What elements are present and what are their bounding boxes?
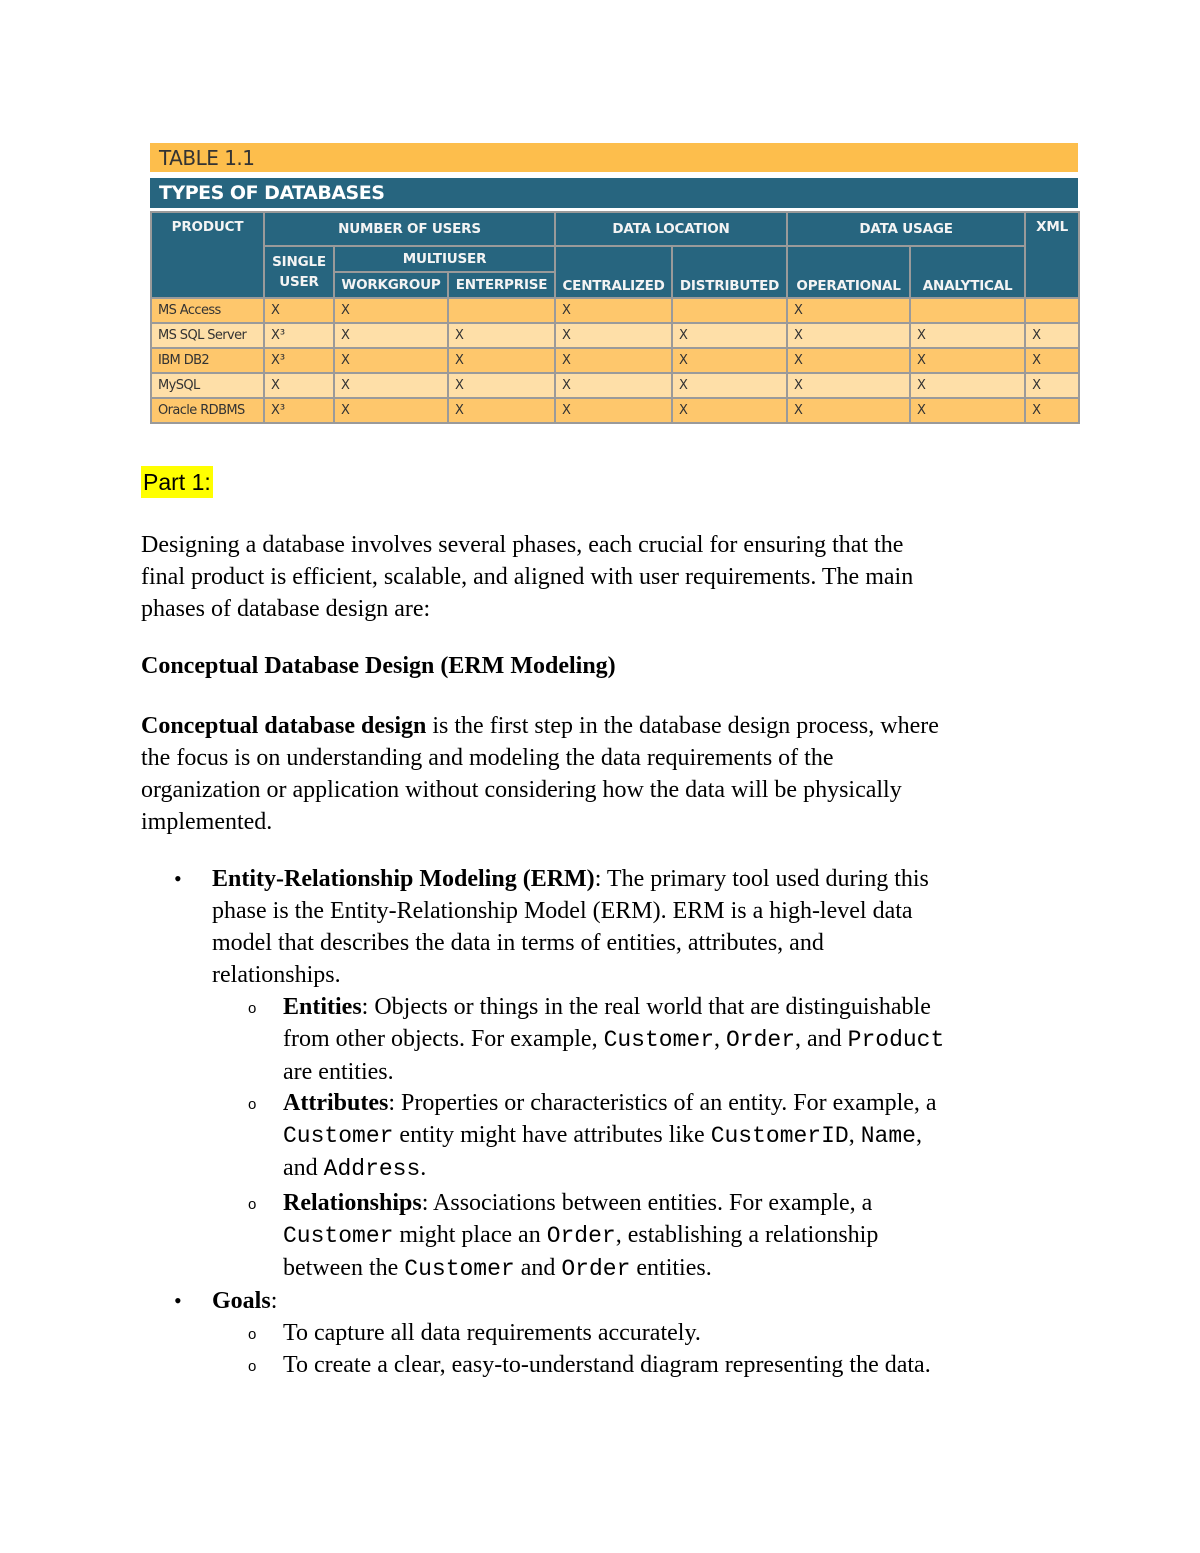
table-cell: X [555,323,672,348]
header-operational: OPERATIONAL [787,246,910,298]
part-label: Part 1: [141,466,213,498]
text-line [212,863,929,895]
code-text: Order [546,1223,616,1249]
text-line [283,1119,937,1152]
code-text: Product [847,1027,945,1053]
table-cell: X [334,298,448,323]
code-text: Order [561,1256,631,1282]
table-cell: X³ [264,398,334,423]
text-line [283,1056,944,1088]
product-name-cell: Oracle RDBMS [151,398,264,423]
sub-bullet-entities [283,991,944,1088]
text: : Objects or things in the real world that are distinguishable [361,994,931,1020]
code-text: Customer [404,1256,515,1282]
text: To capture all data requirements accurately. [283,1320,701,1346]
product-name-cell: IBM DB2 [151,348,264,373]
text: implemented. [141,809,273,835]
text: model that describes the data in terms of entities, attributes, and [212,930,824,956]
text-line [141,593,913,625]
header-multiuser: MULTIUSER [334,246,555,272]
text: might place an [393,1222,547,1248]
code-text: Address [323,1156,421,1182]
text: is the first step in the database design process, where [426,713,939,739]
text-line [141,710,939,742]
text: , [848,1122,861,1148]
text: phases of database design are: [141,596,431,622]
header-data-location: DATA LOCATION [555,212,787,246]
table-cell: X [910,323,1025,348]
text: : [270,1288,278,1314]
sub-bullet-icon: o [248,1326,257,1343]
text: entities. [630,1255,712,1281]
header-enterprise: ENTERPRISE [448,272,555,298]
text-line [141,806,939,838]
text: and [514,1255,562,1281]
header-distributed: DISTRIBUTED [672,246,787,298]
text-line [283,1349,931,1381]
bullet-goals [212,1285,277,1317]
bullet-icon: • [174,866,182,891]
conceptual-paragraph [141,710,939,838]
code-text: Customer [283,1223,394,1249]
table-cell: X [334,348,448,373]
text: , and [795,1026,848,1052]
text: : Associations between entities. For example, a [421,1190,873,1216]
table-cell: X [334,323,448,348]
code-text: Customer [283,1123,394,1149]
header-workgroup: WORKGROUP [334,272,448,298]
table-cell: X [264,373,334,398]
header-analytical: ANALYTICAL [910,246,1025,298]
product-name-cell: MySQL [151,373,264,398]
text: final product is efficient, scalable, and aligned with user requirements. The main [141,564,914,590]
table-cell: X [334,373,448,398]
text: , [714,1026,726,1052]
text: organization or application without considering how the data will be physically [141,777,902,803]
sub-bullet-attributes [283,1087,937,1185]
sub-bullet-goal-1 [283,1317,701,1349]
table-cell: X [672,348,787,373]
bold-text: Entities [283,994,362,1020]
table-cell: X³ [264,348,334,373]
product-name-cell: MS Access [151,298,264,323]
text: entity might have attributes like [393,1122,711,1148]
table-cell: X [1025,398,1079,423]
text-line [283,1023,944,1056]
bold-text: Entity-Relationship Modeling (ERM) [212,866,595,892]
table-cell [910,298,1025,323]
table-cell: X [555,348,672,373]
text-line [212,959,929,991]
table-row [151,373,1079,398]
header-centralized: CENTRALIZED [555,246,672,298]
table-cell: X [264,298,334,323]
table-cell: X [448,398,555,423]
sub-bullet-goal-2 [283,1349,931,1381]
table-cell [672,298,787,323]
table-cell: X³ [264,323,334,348]
header-data-usage: DATA USAGE [787,212,1025,246]
bold-text: Relationships [283,1190,422,1216]
table-cell: X [555,373,672,398]
bold-text: Conceptual Database Design (ERM Modeling) [141,653,616,679]
table-cell: X [448,373,555,398]
database-types-table [150,211,1080,424]
sub-bullet-icon: o [248,1096,257,1113]
table-cell: X [910,398,1025,423]
table-row [151,398,1079,423]
text-line [283,1187,878,1219]
text-line [141,650,616,682]
table-number: TABLE 1.1 [150,143,1078,172]
text-line [141,742,939,774]
text-line [212,895,929,927]
intro-paragraph [141,529,913,625]
bold-text: Conceptual database design [141,713,427,739]
product-name-cell: MS SQL Server [151,323,264,348]
table-cell: X [672,398,787,423]
sub-bullet-icon: o [248,1196,257,1213]
text: and [283,1155,324,1181]
table-cell [1025,298,1079,323]
table-cell: X [1025,348,1079,373]
text-line [212,927,929,959]
header-single-user: SINGLE USER [264,246,334,298]
text-line [141,529,913,561]
table-cell: X [1025,373,1079,398]
header-xml: XML [1025,212,1079,298]
table-cell: X [555,298,672,323]
section-heading [141,650,616,682]
table-cell: X [672,373,787,398]
text: . [420,1155,427,1181]
text-line [212,1285,277,1317]
header-number-of-users: NUMBER OF USERS [264,212,555,246]
table-row [151,298,1079,323]
text: between the [283,1255,405,1281]
text: from other objects. For example, [283,1026,604,1052]
table-cell: X [787,398,910,423]
table-cell: X [1025,323,1079,348]
text: Designing a database involves several phases, each crucial for ensuring that the [141,532,904,558]
bullet-erm [212,863,929,991]
header-product: PRODUCT [151,212,264,298]
table-cell: X [448,348,555,373]
table-cell: X [672,323,787,348]
text-line [283,1252,878,1285]
text: : Properties or characteristics of an entity. For example, a [388,1090,937,1116]
bold-text: Goals [212,1288,271,1314]
text-line [283,1219,878,1252]
text: : The primary tool used during this [594,866,929,892]
sub-bullet-relationships [283,1187,878,1285]
table-cell: X [787,348,910,373]
text-line [283,991,944,1023]
sub-bullet-icon: o [248,1358,257,1375]
text-line [141,774,939,806]
text: To create a clear, easy-to-understand diagram representing the data. [283,1352,931,1378]
table-row [151,348,1079,373]
table-cell: X [787,298,910,323]
text: phase is the Entity-Relationship Model (ERM). ERM is a high-level data [212,898,913,924]
code-text: CustomerID [710,1123,849,1149]
text: , establishing a relationship [615,1222,879,1248]
code-text: Name [860,1123,916,1149]
table-cell [448,298,555,323]
text: relationships. [212,962,341,988]
code-text: Customer [603,1027,714,1053]
text-line [141,561,913,593]
table-row [151,323,1079,348]
bold-text: Attributes [283,1090,389,1116]
table-cell: X [787,373,910,398]
table-cell: X [448,323,555,348]
table-cell: X [334,398,448,423]
sub-bullet-icon: o [248,1000,257,1017]
text-line [283,1152,937,1185]
table-cell: X [555,398,672,423]
text-line [283,1317,701,1349]
table-cell: X [787,323,910,348]
table-cell: X [910,373,1025,398]
table-cell: X [910,348,1025,373]
text-line [283,1087,937,1119]
bullet-icon: • [174,1288,182,1313]
code-text: Order [726,1027,796,1053]
text: the focus is on understanding and modeling the data requirements of the [141,745,834,771]
text: , [915,1122,922,1148]
table-title: TYPES OF DATABASES [150,178,1078,208]
text: are entities. [283,1059,394,1085]
